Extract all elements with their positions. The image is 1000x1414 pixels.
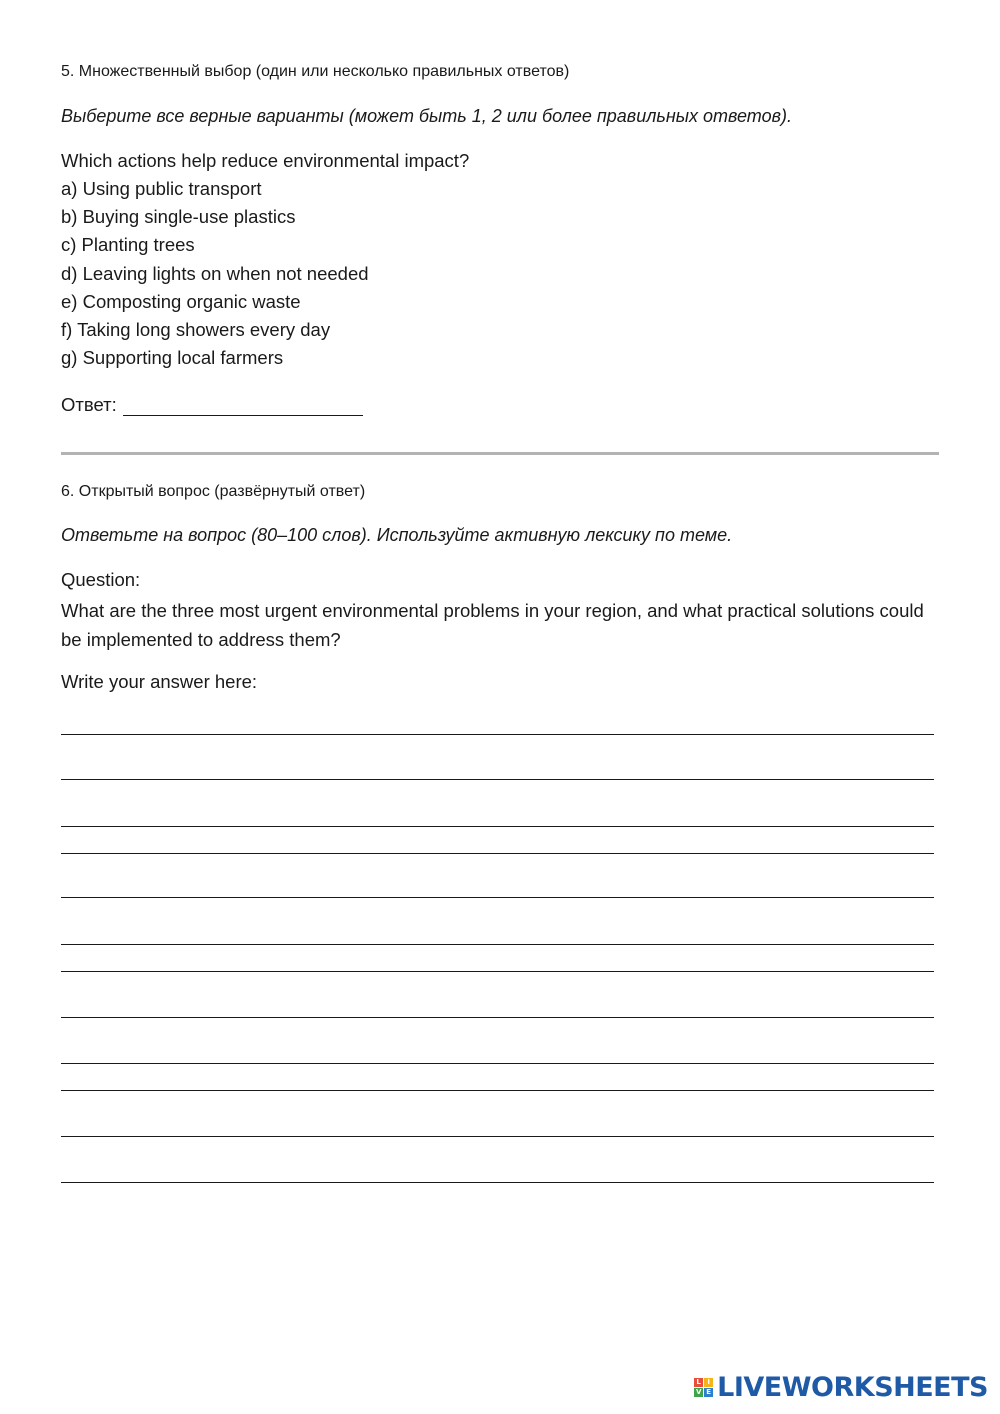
section-6-question-text: What are the three most urgent environmental problems in your region, and what practical solutions could be implemented to address them? — [61, 600, 924, 650]
answer-line[interactable] — [61, 734, 934, 735]
liveworksheets-logo — [694, 1370, 988, 1404]
logo-mark-cell: L — [694, 1378, 703, 1387]
section-5-instruction: Выберите все верные варианты (может быть 1, 2 или более правильных ответов). — [61, 106, 792, 126]
option-f: f) Taking long showers every day — [61, 319, 331, 340]
answer-blank-field[interactable] — [123, 396, 363, 416]
section-5-question: Which actions help reduce environmental impact? — [61, 150, 470, 171]
answer-line[interactable] — [61, 1090, 934, 1091]
logo-mark-cell: E — [704, 1388, 713, 1397]
section-5-heading: 5. Множественный выбор (один или несколько правильных ответов) — [61, 63, 570, 80]
logo-mark-icon — [694, 1378, 713, 1397]
option-d: d) Leaving lights on when not needed — [61, 263, 369, 284]
answer-line[interactable] — [61, 1063, 934, 1064]
answer-line[interactable] — [61, 944, 934, 945]
worksheet-page — [61, 0, 939, 1414]
section-6-instruction: Ответьте на вопрос (80–100 слов). Используйте активную лексику по теме. — [61, 525, 733, 545]
answer-line[interactable] — [61, 1017, 934, 1018]
answer-line[interactable] — [61, 897, 934, 898]
answer-line[interactable] — [61, 826, 934, 827]
answer-line[interactable] — [61, 779, 934, 780]
answer-line[interactable] — [61, 1182, 934, 1183]
section-divider — [61, 452, 939, 455]
answer-row — [61, 394, 363, 416]
option-b: b) Buying single-use plastics — [61, 206, 296, 227]
write-prompt: Write your answer here: — [61, 671, 258, 692]
option-c: c) Planting trees — [61, 234, 195, 255]
logo-text: LIVEWORKSHEETS — [717, 1371, 988, 1403]
option-a: a) Using public transport — [61, 178, 262, 199]
logo-mark-cell: V — [695, 1387, 702, 1396]
option-e: e) Composting organic waste — [61, 291, 301, 312]
logo-mark-cell: I — [704, 1378, 713, 1387]
section-6-heading: 6. Открытый вопрос (развёрнутый ответ) — [61, 483, 366, 500]
answer-line[interactable] — [61, 1136, 934, 1137]
answer-line[interactable] — [61, 971, 934, 972]
section-6-question-label: Question: — [61, 569, 141, 590]
answer-line[interactable] — [61, 853, 934, 854]
option-g: g) Supporting local farmers — [61, 347, 284, 368]
answer-label: Ответ: — [61, 394, 117, 415]
